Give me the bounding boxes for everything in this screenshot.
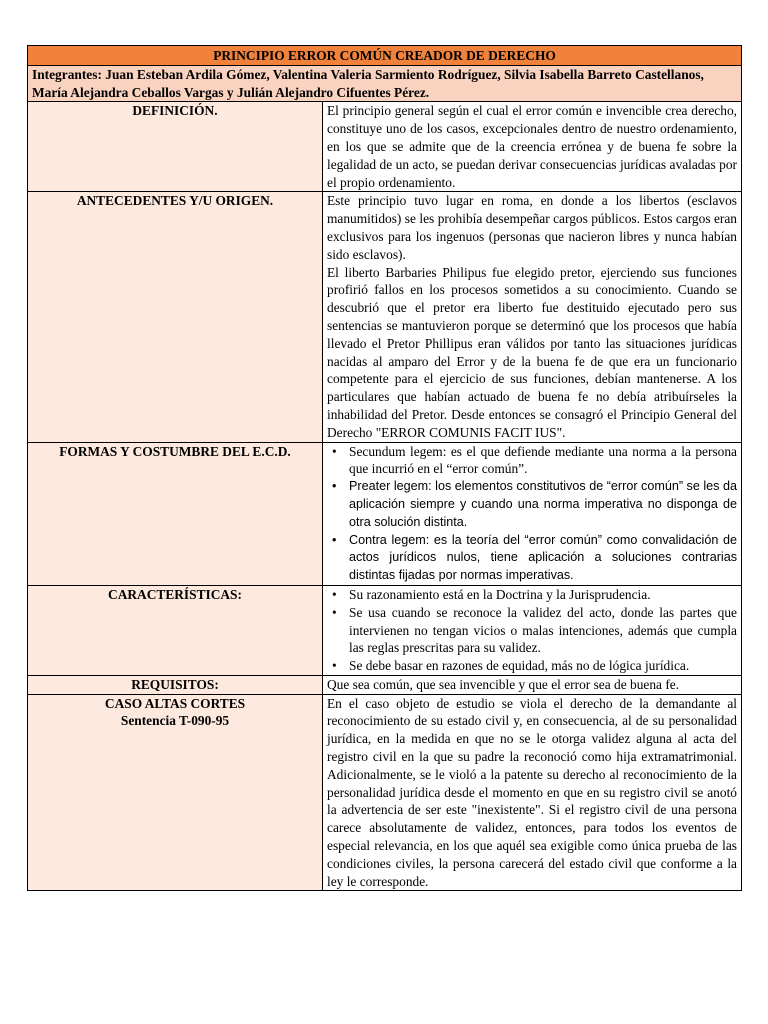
caso-sublabel: Sentencia T-090-95 <box>120 713 230 729</box>
caso-label: CASO ALTAS CORTES <box>104 695 246 711</box>
row-label-antecedentes: ANTECEDENTES Y/U ORIGEN. <box>28 192 323 442</box>
title-row <box>28 46 742 66</box>
row-label-definicion: DEFINICIÓN. <box>28 102 323 192</box>
row-content-definicion: El principio general según el cual el error común e invencible crea derecho, constituye uno de los casos, excepcionales dentro de nuestro ordenamiento, en los que se admite que de la creencia errónea y de buena fe sobre la legalidad de un acto, se puedan derivar consecuencias jurídicas avaladas por el propio ordenamiento. <box>323 102 742 192</box>
table-row <box>28 694 742 891</box>
table-row <box>28 192 742 442</box>
table-row <box>28 102 742 192</box>
row-label-caracteristicas: CARACTERÍSTICAS: <box>28 585 323 675</box>
bullet-list <box>327 586 737 675</box>
row-content-requisitos: Que sea común, que sea invencible y que el error sea de buena fe. <box>323 675 742 694</box>
table-row <box>28 442 742 585</box>
row-label-requisitos: REQUISITOS: <box>28 675 323 694</box>
row-label-caso <box>28 694 323 891</box>
document <box>27 45 741 891</box>
paragraph: El liberto Barbaries Philipus fue elegido pretor, ejerciendo sus funciones profirió fallos en los procesos sometidos a su conocimiento. Cuando se descubrió que el pretor era liberto fue destituido ejecutado pero sus sentencias se mantuvieron porque se determinó que los procesos que había llevado el Pretor Phillipus eran válidos por tanto las situaciones jurídicas nacidas al amparo del Error y de la buena fe de que era un funcionario competente para el ejercicio de sus funciones, debían mantenerse. A los particulares que habían actuado de buena fe no debía atribuírseles la inhabilidad del Pretor. Desde entonces se consagró el Principio General del Derecho "ERROR COMUNIS FACIT IUS". <box>327 264 737 440</box>
list-item: • Preater legem: los elementos constitutivos de “error común” se les da aplicación siempre y cuando una norma imperativa no disponga de otra solución distinta. <box>349 478 737 531</box>
table-row <box>28 675 742 694</box>
list-item: • Contra legem: es la teoría del “error común” como convalidación de actos jurídicos nulos, tiene aplicación a soluciones contrarias distintas fijadas por normas imperativas. <box>349 532 737 585</box>
table-title: PRINCIPIO ERROR COMÚN CREADOR DE DERECHO <box>28 46 742 66</box>
row-content-caso: En el caso objeto de estudio se viola el derecho de la demandante al reconocimiento de su estado civil y, en consecuencia, al de su personalidad jurídica, en la medida en que no se le otorga validez alguna al acta del registro civil en la que su padre la reconoció como hija extramatrimonial. Adicionalmente, se le violó a la patente su derecho al reconocimiento de la personalidad jurídica desde el momento en que en su registro civil se anotó la advertencia de ser este "inexistente". Si el registro civil de una persona carece absolutamente de validez, entonces, para todos los eventos de especial relevancia, en los que aquél sea exigible como única prueba de las condiciones civiles, la persona carecerá del estado civil que conforme a la ley le corresponde. <box>323 694 742 891</box>
list-item: • Secundum legem: es el que defiende mediante una norma a la persona que incurrió en el “error común”. <box>349 443 737 479</box>
row-content-antecedentes <box>323 192 742 442</box>
members-row <box>28 65 742 102</box>
row-content-formas <box>323 442 742 585</box>
row-label-formas: FORMAS Y COSTUMBRE DEL E.C.D. <box>28 442 323 585</box>
summary-table <box>27 45 742 891</box>
list-item: • Se debe basar en razones de equidad, más no de lógica jurídica. <box>349 657 737 675</box>
paragraph: Este principio tuvo lugar en roma, en donde a los libertos (esclavos manumitidos) se les prohibía desempeñar cargos públicos. Estos cargos eran exclusivos para los ingenuos (personas que nacieron libres y nunca habían sido esclavos). <box>327 193 737 262</box>
row-content-caracteristicas <box>323 585 742 675</box>
list-item: • Se usa cuando se reconoce la validez del acto, donde las partes que intervienen no tengan vicios o malas intenciones, además que cumpla las reglas prescritas para su validez. <box>349 604 737 657</box>
list-item: • Su razonamiento está en la Doctrina y la Jurisprudencia. <box>349 586 737 604</box>
members-list: Integrantes: Juan Esteban Ardila Gómez, Valentina Valeria Sarmiento Rodríguez, Silvia Isabella Barreto Castellanos, María Alejandra Ceballos Vargas y Julián Alejandro Cifuentes Pérez. <box>28 65 742 102</box>
table-row <box>28 585 742 675</box>
bullet-list <box>327 443 737 585</box>
